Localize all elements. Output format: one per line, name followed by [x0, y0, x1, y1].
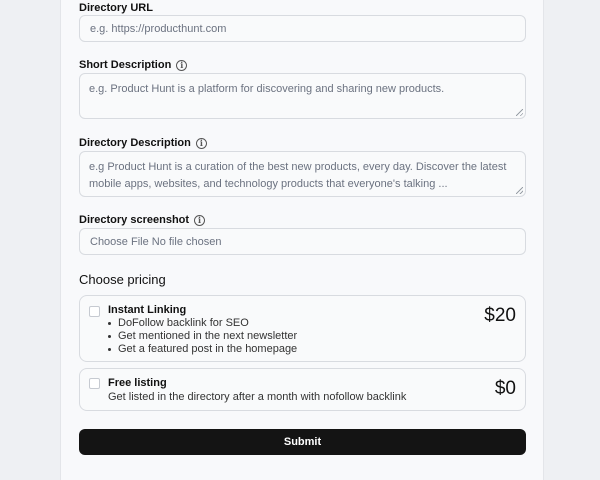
pricing-option-free-listing[interactable] — [79, 368, 526, 411]
directory-url-label-text: Directory URL — [79, 2, 153, 14]
info-icon[interactable]: i — [194, 215, 205, 226]
resize-grip-icon[interactable] — [516, 109, 523, 116]
free-listing-checkbox[interactable] — [89, 378, 100, 389]
plan-description: Get listed in the directory after a month with nofollow backlink — [108, 391, 407, 403]
short-description-label-text: Short Description — [79, 59, 172, 71]
plan-feature-list — [118, 317, 297, 356]
short-description-placeholder: e.g. Product Hunt is a platform for discovering and sharing new products. — [89, 83, 445, 95]
directory-screenshot-label-text: Directory screenshot — [79, 214, 190, 226]
short-description-textarea[interactable] — [79, 73, 526, 119]
directory-description-placeholder-line2: mobile apps, websites, and technology products that everyone's talking ... — [89, 178, 448, 190]
pricing-option-instant-linking[interactable] — [79, 295, 526, 362]
directory-url-placeholder: e.g. https://producthunt.com — [90, 22, 227, 35]
plan-name: Instant Linking — [108, 304, 187, 316]
directory-description-textarea[interactable] — [79, 151, 526, 197]
short-description-label — [79, 58, 187, 72]
pricing-title: Choose pricing — [79, 272, 166, 287]
list-item: Get mentioned in the next newsletter — [118, 330, 298, 342]
submit-button[interactable]: Submit — [79, 429, 526, 455]
plan-price: $20 — [484, 305, 516, 326]
file-input-text: Choose File No file chosen — [90, 235, 222, 248]
directory-screenshot-label — [79, 213, 205, 227]
instant-linking-checkbox[interactable] — [89, 306, 100, 317]
list-item: Get a featured post in the homepage — [118, 343, 298, 355]
directory-description-label-text: Directory Description — [79, 137, 191, 149]
directory-url-label — [79, 1, 153, 15]
resize-grip-icon[interactable] — [516, 187, 523, 194]
plan-name: Free listing — [108, 377, 167, 389]
directory-screenshot-file-input[interactable] — [79, 228, 526, 255]
info-icon[interactable]: i — [196, 138, 207, 149]
plan-price: $0 — [494, 378, 516, 399]
info-icon[interactable]: i — [176, 60, 187, 71]
list-item: DoFollow backlink for SEO — [118, 317, 297, 330]
directory-url-input[interactable] — [79, 15, 526, 42]
directory-description-placeholder-line1: e.g Product Hunt is a curation of the best new products, every day. Discover the latest — [89, 161, 507, 173]
directory-description-label — [79, 136, 207, 150]
